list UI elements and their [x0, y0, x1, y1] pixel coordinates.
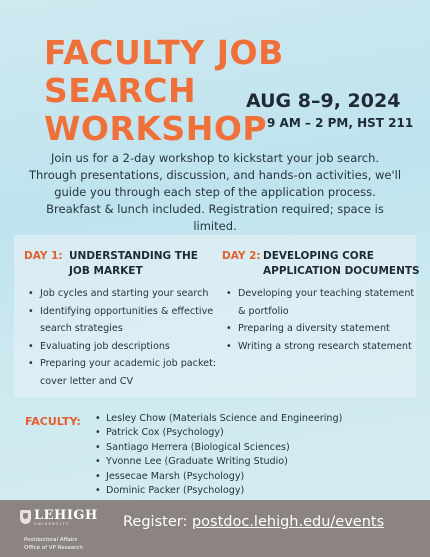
list-item: • Preparing a diversity statement [226, 320, 416, 338]
logo-office-line-2: Office of VP Research [24, 545, 83, 551]
day-2-label: DAY 2: [222, 250, 261, 262]
list-item: cover letter and CV [40, 375, 134, 387]
list-item: • Writing a strong research statement [226, 338, 416, 356]
day-2-heading [222, 249, 420, 281]
event-date: AUG 8–9, 2024 [246, 90, 401, 112]
day-2-topics [226, 285, 416, 355]
list-item: • Preparing your academic job packet: [28, 355, 218, 373]
faculty-label: FACULTY: [25, 415, 81, 428]
faculty-member: • Santiago Herrera (Biological Sciences) [95, 441, 342, 455]
list-item: • Evaluating job descriptions [28, 338, 218, 356]
logo-subtitle: UNIVERSITY [34, 522, 70, 526]
day-2-title-line-1: DEVELOPING CORE [263, 250, 374, 262]
list-item: • Job cycles and starting your search [28, 285, 218, 303]
day-1-label: DAY 1: [24, 250, 63, 262]
title-line-1: FACULTY JOB SEARCH [44, 33, 284, 110]
title-line-2: WORKSHOP [44, 109, 268, 148]
register-label: Register: [123, 514, 188, 530]
days-panel [14, 235, 420, 397]
day-1-title-line-1: UNDERSTANDING THE [69, 250, 198, 262]
faculty-member: • Lesley Chow (Materials Science and Engineering) [95, 412, 342, 426]
list-item: & portfolio [238, 305, 289, 317]
faculty-member: • Yvonne Lee (Graduate Writing Studio) [95, 455, 342, 469]
register-line [123, 514, 384, 530]
day-2-title-line-2: APPLICATION DOCUMENTS [263, 265, 420, 277]
faculty-member: • Jessecae Marsh (Psychology) [95, 470, 342, 484]
day-1-heading [24, 249, 214, 281]
faculty-member: • Patrick Cox (Psychology) [95, 426, 342, 440]
day-1-title-line-2: JOB MARKET [69, 265, 143, 277]
logo-office-line-1: Postdoctoral Affairs [24, 537, 78, 543]
shield-icon [20, 510, 31, 524]
faculty-list [95, 412, 342, 498]
list-item: • Developing your teaching statement [226, 285, 416, 303]
logo-name: LEHIGH [34, 508, 98, 523]
register-link[interactable]: postdoc.lehigh.edu/events [191, 514, 385, 530]
event-time-location: 9 AM – 2 PM, HST 211 [267, 116, 414, 130]
intro-paragraph: Join us for a 2-day workshop to kickstart your job search. Through presentations, discussion, and hands-on activities, we'll guide you through each step of the application process. Breakfast & lunch included. Registration required; space is limited. [28, 151, 402, 233]
faculty-member: • Dominic Packer (Psychology) [95, 484, 342, 498]
day-1-topics [28, 285, 218, 390]
list-item: search strategies [40, 323, 123, 334]
list-item: • Identifying opportunities & effective [28, 303, 218, 321]
